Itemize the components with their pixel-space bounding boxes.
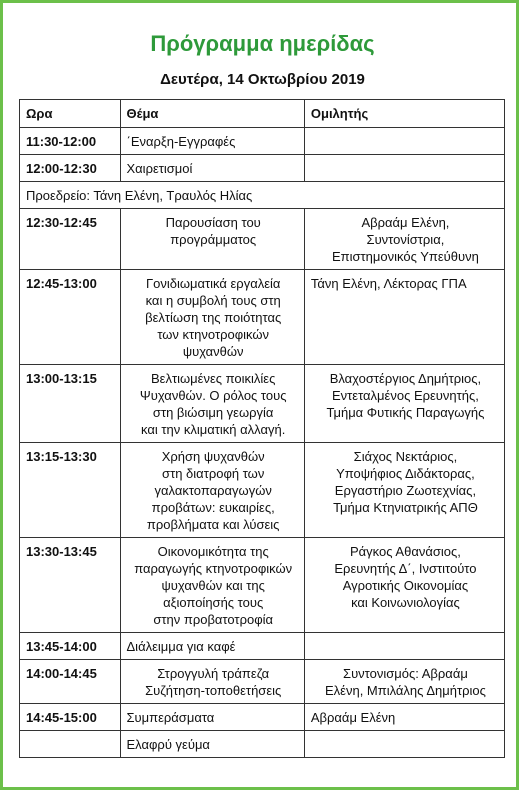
topic-cell [120,270,304,365]
topic-line: βελτίωση της ποιότητας [145,310,282,325]
topic-line: Χρήση ψυχανθών [161,449,265,464]
topic-line: γαλακτοπαραγωγών [154,483,272,498]
topic-line: και την κλιματική αλλαγή. [141,422,286,437]
topic-cell [120,731,304,758]
topic-cell [120,704,304,731]
topic-line: ψυχανθών [182,344,244,359]
topic-line: ψυχανθών και της [161,578,265,593]
topic-line: και η συμβολή τους στη [145,293,281,308]
topic-cell [120,365,304,443]
table-row [20,209,505,270]
topic-line: ΄Εναρξη-Εγγραφές [126,134,236,149]
topic-line: Στρογγυλή τράπεζα [157,666,270,681]
speaker-cell [304,633,504,660]
table-row [20,128,505,155]
topic-line: προγράμματος [170,232,257,247]
speaker-line: Υποψήφιος Διδάκτορας, [336,466,475,481]
topic-line: αξιοποίησής τους [163,595,264,610]
speaker-line: Συντονισμός: Αβραάμ [343,666,468,681]
topic-cell [120,155,304,182]
time-cell: 14:00-14:45 [20,660,121,704]
time-cell: 12:30-12:45 [20,209,121,270]
topic-cell [120,660,304,704]
topic-cell [120,209,304,270]
topic-line: παραγωγής κτηνοτροφικών [134,561,293,576]
topic-line: των κτηνοτροφικών [157,327,270,342]
speaker-cell [304,209,504,270]
topic-line: στη βιώσιμη γεωργία [152,405,274,420]
table-row [20,538,505,633]
table-row [20,365,505,443]
topic-line: Οικονομικότητα της [157,544,269,559]
speaker-line: Σιάχος Νεκτάριος, [353,449,458,464]
speaker-cell [304,155,504,182]
topic-line: Βελτιωμένες ποικιλίες [151,371,276,386]
speaker-line: Εντεταλμένος Ερευνητής, [331,388,479,403]
table-row [20,443,505,538]
speaker-cell [304,365,504,443]
speaker-cell [304,660,504,704]
table-row [20,704,505,731]
topic-line: Ελαφρύ γεύμα [126,737,210,752]
topic-cell [120,443,304,538]
speaker-line: και Κοινωνιολογίας [351,595,460,610]
time-cell [20,731,121,758]
topic-cell [120,633,304,660]
speaker-cell [304,128,504,155]
topic-line: Συμπεράσματα [126,710,215,725]
time-cell: 13:45-14:00 [20,633,121,660]
speaker-cell [304,704,504,731]
speaker-cell [304,731,504,758]
table-row [20,182,505,209]
topic-line: στη διατροφή των [162,466,265,481]
time-cell: 12:45-13:00 [20,270,121,365]
time-cell: 12:00-12:30 [20,155,121,182]
topic-line: Γονιδιωματικά εργαλεία [145,276,281,291]
table-row [20,660,505,704]
topic-line: Παρουσίαση του [165,215,261,230]
speaker-line: Εργαστήριο Ζωοτεχνίας, [334,483,477,498]
time-cell: 11:30-12:00 [20,128,121,155]
table-row [20,270,505,365]
table-row [20,155,505,182]
topic-line: Συζήτηση-τοποθετήσεις [145,683,282,698]
time-cell: 13:30-13:45 [20,538,121,633]
speaker-cell [304,443,504,538]
header-speaker: Ομιλητής [304,100,504,128]
table-row [20,731,505,758]
topic-line: στην προβατοτροφία [153,612,274,627]
chair-panel-cell: Προεδρείο: Τάνη Ελένη, Τραυλός Ηλίας [20,182,505,209]
topic-line: προβάτων: ευκαιρίες, [151,500,275,515]
speaker-cell [304,538,504,633]
speaker-line: Βλαχοστέργιος Δημήτριος, [329,371,482,386]
topic-line: Χαιρετισμοί [126,161,193,176]
speaker-line: Αβραάμ Ελένη [310,710,396,725]
table-row [20,633,505,660]
topic-line: προβλήματα και λύσεις [146,517,280,532]
speaker-line: Τάνη Ελένη, Λέκτορας ΓΠΑ [310,276,467,291]
topic-line: Ψυχανθών. Ο ρόλος τους [139,388,287,403]
speaker-line: Ερευνητής Δ΄, Ινστιτούτο [334,561,477,576]
speaker-line: Αβραάμ Ελένη, [361,215,450,230]
program-table [19,99,505,758]
time-cell: 13:00-13:15 [20,365,121,443]
speaker-cell [304,270,504,365]
topic-cell [120,128,304,155]
speaker-line: Αγροτικής Οικονομίας [342,578,469,593]
page-title: Πρόγραμμα ημερίδας [150,31,375,56]
speaker-line: Συντονίστρια, [366,232,445,247]
speaker-line: Ράγκος Αθανάσιος, [350,544,461,559]
speaker-line: Τμήμα Κτηνιατρικής ΑΠΘ [333,500,478,515]
speaker-line: Ελένη, Μπιλάλης Δημήτριος [325,683,486,698]
time-cell: 14:45-15:00 [20,704,121,731]
speaker-line: Επιστημονικός Υπεύθυνη [332,249,479,264]
header-time: Ωρα [20,100,121,128]
event-date: Δευτέρα, 14 Οκτωβρίου 2019 [160,71,365,88]
header-topic: Θέμα [120,100,304,128]
time-cell: 13:15-13:30 [20,443,121,538]
topic-cell [120,538,304,633]
speaker-line: Τμήμα Φυτικής Παραγωγής [326,405,485,420]
table-header-row [20,100,505,128]
topic-line: Διάλειμμα για καφέ [126,639,236,654]
